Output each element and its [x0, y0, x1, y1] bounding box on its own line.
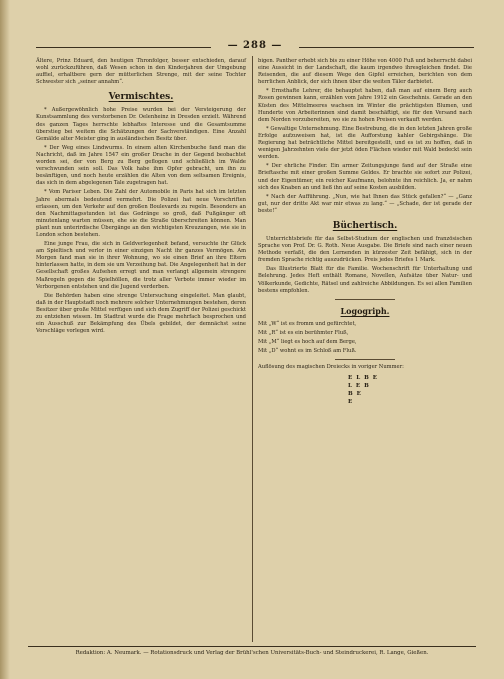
article-paragraph: * Der Weg eines Lindwurms. In einem alten Kirchenbuche fand man die Nachricht, daß im Jahre 1547 ein großer Drache in der Gegend beobachtet worden sei, der von Berg zu Berg geflogen und schließlich im Walde verschwunden sein soll. Das Volk habe ihm Opfer gebracht, um ihn zu besänftigen, und noch heute erzählen die Alten von dem seltsamen Ereignis, das sich in dem abgelegenen Tale zugetragen hat. [36, 144, 246, 187]
riddle-line: Mit „W“ ist es fromm und gefürchtet, [258, 320, 357, 327]
left-column [36, 58, 246, 337]
article-paragraph: * Ernsthafte Lehrer, die behauptet haben, daß man auf einem Berg auch Rosen gewinnen kann, erzählen vom Jahre 1912 ein Geschehnis. Gerade an den Küsten des Mittelmeeres wachsen im Winter die prächtigsten Blumen, und Hunderte von Arbeiterinnen sind damit beschäftigt, sie für den Versand nach dem Norden vorzubereiten, wo sie zu hohen Preisen verkauft werden. [258, 88, 472, 123]
binding-shadow [0, 0, 10, 679]
article-paragraph: * Der ehrliche Finder. Ein armer Zeitungsjunge fand auf der Straße eine Brieftasche mit einer großen Summe Geldes. Er brachte sie sofort zur Polizei, und der Eigentümer, ein reicher Kaufmann, belohnte ihn reichlich. Ja, er nahm sich des Knaben an und ließ ihn auf seine Kosten ausbilden. [258, 163, 472, 191]
riddle-title: Logogriph. [340, 305, 390, 316]
section-title-buechertisch: Büchertisch. [332, 220, 398, 231]
imprint-text: Redaktion: A. Neumark. — Rotationsdruck und Verlag der Brühl'schen Universitäts-Buch- und Steindruckerei, R. Lange, Gießen. [75, 650, 429, 656]
imprint-footer [28, 646, 476, 657]
divider [335, 359, 395, 360]
book-review-paragraph: Unterrichtsbriefe für das Selbst-Studium der englischen und französischen Sprache von Prof. Dr. G. Roth. Neue Ausgabe. Die Briefe sind nach einer neuen Methode verfaßt, die den Lernenden in kürzester Zeit befähigt, sich in der fremden Sprache richtig auszudrücken. Preis jedes Briefes 1 Mark. [258, 235, 472, 264]
riddle-line: Mit „D“ wohnt es im Schloß am Fluß. [258, 348, 357, 354]
article-paragraph: * Vom Pariser Leben. Die Zahl der Automobile in Paris hat sich im letzten Jahre abermals bedeutend vermehrt. Die Polizei hat neue Vorschriften erlassen, um den Verkehr auf den großen Boulevards zu regeln. Besonders an den Nachmittagsstunden ist das Gedränge so groß, daß Fußgänger oft minutenlang warten müssen, ehe sie die Straße überschreiten können. Man plant nun unterirdische Übergänge an den wichtigsten Kreuzungen, wie sie in London schon bestehen. [36, 189, 246, 238]
article-paragraph: Eine junge Frau, die sich in Geldverlegenheit befand, versuchte ihr Glück am Spieltisch und verlor in einer einzigen Nacht ihr ganzes Vermögen. Am Morgen fand man sie in ihrer Wohnung, wo sie einen Brief an ihre Eltern hinterlassen hatte, in dem sie um Verzeihung bat. Die Angelegenheit hat in der Gesellschaft großes Aufsehen erregt und man verlangt allgemein strengere Maßregeln gegen die Spielhöllen, die trotz aller Verbote immer wieder im Verborgenen entstehen und die Jugend verderben. [36, 241, 246, 290]
riddle-section [258, 305, 472, 406]
acrostic-line: E [348, 399, 354, 406]
page-number [36, 40, 474, 54]
riddle-solution-note: Auflösung des magischen Dreiecks in voriger Nummer: [258, 364, 404, 371]
article-paragraph: * Nach der Aufführung. „Nun, wie hat Ihnen das Stück gefallen?“ — „Ganz gut, nur der dritte Akt war mir etwas zu lang.“ — „Schade, der ist gerade der beste!“ [258, 193, 472, 214]
right-column [258, 58, 472, 406]
divider [335, 299, 395, 300]
article-paragraph: * Gewaltige Unternehmung. Eine Bestrebung, die in den letzten Jahren große Erfolge aufzuweisen hat, ist die Aufforstung kahler Gebirgshänge. Die Regierung hat beträchtliche Mittel bereitgestellt, und es ist zu hoffen, daß in wenigen Jahrzehnten viele der jetzt öden Flächen wieder mit Wald bedeckt sein werden. [258, 125, 472, 161]
column-divider [252, 56, 253, 642]
acrostic-line: B E [348, 391, 362, 398]
section-title-vermischtes: Vermischtes. [108, 92, 174, 103]
acrostic-line: L E B [348, 383, 370, 390]
acrostic-solution [348, 374, 472, 406]
riddle-line: Mit „R“ ist es ein berühmter Fluß, [258, 329, 349, 336]
page-number-text: — 288 — [227, 40, 283, 51]
article-paragraph: bigen. Panther erhebt sich bis zu einer Höhe von 4000 Fuß und beherrscht dabei eine Aussicht in der Landschaft, die kaum irgendwo ihresgleichen findet. Die Reisenden, die auf diesem Wege den Gipfel erreichen, berichten von dem herrlichen Anblick, der sich ihnen über die weiten Täler darbietet. [258, 58, 473, 86]
article-paragraph: * Außergewöhnlich hohe Preise wurden bei der Versteigerung der Kunstsammlung des verstorbenen Dr. Oelenheinz in Dresden erzielt. Während des ganzen Tages herrschte lebhaftes Interesse und die Gesamtsumme überstieg bei weitem die Schätzungen der Sachverständigen. Eine Anzahl Gemälde alter Meister ging in ausländischen Besitz über. [36, 107, 246, 142]
book-review-paragraph: Das Illustrierte Blatt für die Familie. Wochenschrift für Unterhaltung und Belehrung. Jedes Heft enthält Romane, Novellen, Aufsätze über Natur- und Völkerkunde, Gedichte, Rätsel und zahlreiche Abbildungen. Es sei allen Familien bestens empfohlen. [258, 266, 472, 294]
acrostic-line: E L B E [348, 375, 379, 382]
article-paragraph: Die Behörden haben eine strenge Untersuchung eingeleitet. Man glaubt, daß in der Hauptstadt noch mehrere solcher Unternehmungen bestehen, deren Besitzer über große Mittel verfügen und sich dem Zugriff der Polizei geschickt zu entziehen wissen. Im Stadtrat wurde die Frage mehrfach besprochen und ein Ausschuß zur Bekämpfung des Übels gebildet, der demnächst seine Vorschläge vorlegen wird. [36, 292, 246, 335]
riddle-line: Mit „M“ liegt es hoch auf dem Berge, [258, 338, 357, 345]
intro-paragraph: Ältere, Prinz Eduard, den heutigen Thronfolger, besser entschieden, darauf wohl zurückzuführen, daß Wesen schon in den Kinderjahren der Umgebung auffiel, erhaltbere gern der mütterlichen Strenge, mit der seine Tochter Schwester sich „seiner annahm“. [36, 58, 246, 86]
